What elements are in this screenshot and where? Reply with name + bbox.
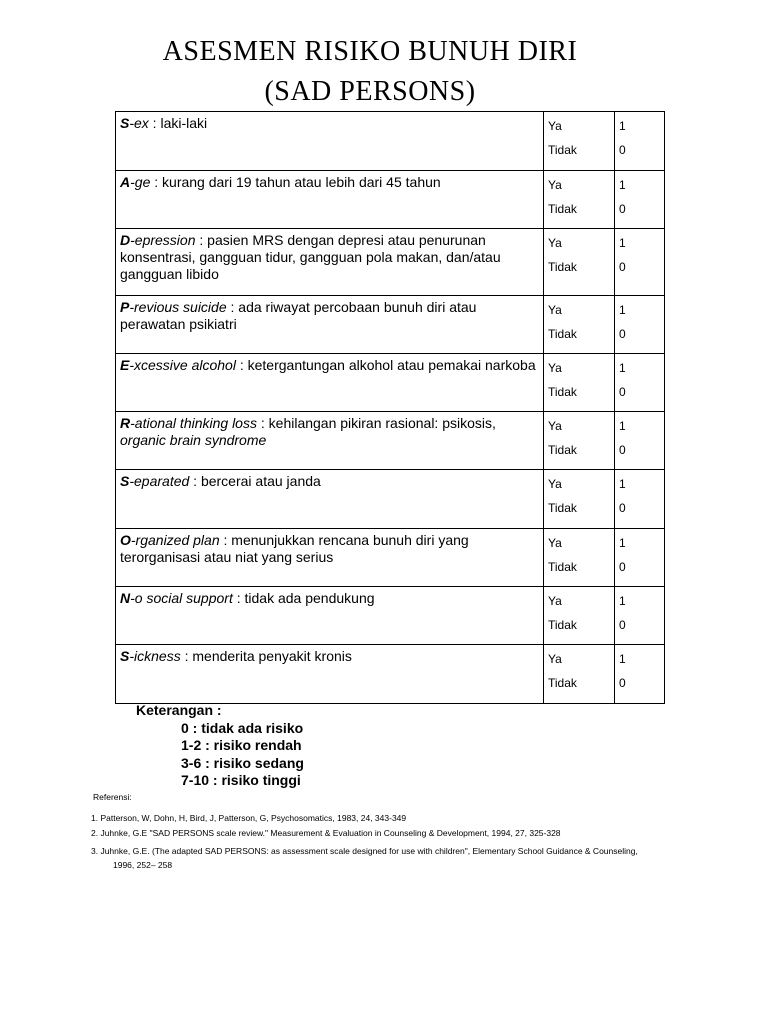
score-values xyxy=(615,112,665,171)
option-yes[interactable]: Ya xyxy=(548,361,562,375)
criteria-letter: S xyxy=(120,115,130,131)
criteria-term: -rganized plan xyxy=(130,532,220,548)
option-no[interactable]: Tidak xyxy=(548,618,577,632)
criteria-text xyxy=(116,112,544,171)
criteria-letter: A xyxy=(120,174,131,190)
criteria-description: : ada riwayat percobaan bunuh diri atau perawatan psikiatri xyxy=(120,299,477,332)
score-yes: 1 xyxy=(619,419,626,433)
option-no[interactable]: Tidak xyxy=(548,202,577,216)
criteria-letter: N xyxy=(120,590,131,606)
criteria-description: : ketergantungan alkohol atau pemakai narkoba xyxy=(235,357,536,373)
option-no[interactable]: Tidak xyxy=(548,327,577,341)
criteria-term: -eparated xyxy=(129,473,190,489)
option-no[interactable]: Tidak xyxy=(548,560,577,574)
criteria-description: : bercerai atau janda xyxy=(189,473,321,489)
score-yes: 1 xyxy=(619,236,626,250)
score-yes: 1 xyxy=(619,361,626,375)
legend-heading: Keterangan : xyxy=(136,702,222,718)
score-no: 0 xyxy=(619,385,626,399)
criteria-row xyxy=(116,354,665,412)
criteria-term: -ational thinking loss xyxy=(130,415,257,431)
answer-options xyxy=(544,645,615,704)
score-values xyxy=(615,296,665,354)
option-no[interactable]: Tidak xyxy=(548,501,577,515)
criteria-text xyxy=(116,470,544,529)
score-no: 0 xyxy=(619,676,626,690)
score-values xyxy=(615,412,665,470)
criteria-description: : menunjukkan rencana bunuh diri yang terorganisasi atau niat yang serius xyxy=(120,532,469,565)
criteria-text xyxy=(116,529,544,587)
criteria-term: -revious suicide xyxy=(129,299,227,315)
option-no[interactable]: Tidak xyxy=(548,676,577,690)
legend-item: 0 : tidak ada risiko xyxy=(181,719,304,736)
criteria-row xyxy=(116,412,665,470)
criteria-letter: S xyxy=(120,473,130,489)
reference-item: 3. Juhnke, G.E. (The adapted SAD PERSONS: as assessment scale designed for use with children", Elementary School Guidance & Counseling, xyxy=(91,846,638,856)
criteria-term: -ex xyxy=(129,115,149,131)
criteria-row xyxy=(116,587,665,645)
score-values xyxy=(615,645,665,704)
criteria-description: : tidak ada pendukung xyxy=(232,590,375,606)
score-no: 0 xyxy=(619,443,626,457)
references-heading: Referensi: xyxy=(93,792,132,802)
answer-options xyxy=(544,587,615,645)
criteria-description: : pasien MRS dengan depresi atau penurunan konsentrasi, gangguan tidur, gangguan pola makan, dan/atau gangguan libido xyxy=(120,232,501,282)
criteria-letter: P xyxy=(120,299,130,315)
score-yes: 1 xyxy=(619,594,626,608)
criteria-letter: S xyxy=(120,648,130,664)
score-yes: 1 xyxy=(619,477,626,491)
legend-item: 1-2 : risiko rendah xyxy=(181,737,302,753)
option-no[interactable]: Tidak xyxy=(548,143,577,157)
criteria-description-italic: organic brain syndrome xyxy=(120,432,267,448)
score-yes: 1 xyxy=(619,536,626,550)
page-subtitle: (SAD PERSONS) xyxy=(264,76,476,107)
criteria-row xyxy=(116,645,665,704)
score-values xyxy=(615,354,665,412)
option-yes[interactable]: Ya xyxy=(548,536,562,550)
answer-options xyxy=(544,529,615,587)
criteria-row xyxy=(116,296,665,354)
criteria-term: -ge xyxy=(130,174,151,190)
criteria-term: -epression xyxy=(130,232,196,248)
score-yes: 1 xyxy=(619,303,626,317)
criteria-description: : kurang dari 19 tahun atau lebih dari 45 tahun xyxy=(150,174,441,190)
criteria-description: : menderita penyakit kronis xyxy=(180,648,352,664)
criteria-letter: D xyxy=(120,232,131,248)
criteria-text xyxy=(116,354,544,412)
answer-options xyxy=(544,171,615,229)
legend-item: 3-6 : risiko sedang xyxy=(181,754,304,771)
criteria-text xyxy=(116,645,544,704)
answer-options xyxy=(544,229,615,296)
score-yes: 1 xyxy=(619,119,626,133)
criteria-term: -ickness xyxy=(129,648,181,664)
option-yes[interactable]: Ya xyxy=(548,236,562,250)
answer-options xyxy=(544,112,615,171)
score-no: 0 xyxy=(619,202,626,216)
criteria-row xyxy=(116,529,665,587)
criteria-letter: O xyxy=(120,532,131,548)
option-yes[interactable]: Ya xyxy=(548,652,562,666)
score-values xyxy=(615,171,665,229)
criteria-text xyxy=(116,412,544,470)
criteria-term: -xcessive alcohol xyxy=(129,357,236,373)
score-yes: 1 xyxy=(619,652,626,666)
option-yes[interactable]: Ya xyxy=(548,594,562,608)
option-yes[interactable]: Ya xyxy=(548,178,562,192)
answer-options xyxy=(544,470,615,529)
option-no[interactable]: Tidak xyxy=(548,385,577,399)
criteria-text xyxy=(116,171,544,229)
criteria-letter: E xyxy=(120,357,130,373)
reference-item: 1996, 252– 258 xyxy=(113,860,173,870)
score-no: 0 xyxy=(619,260,626,274)
score-values xyxy=(615,470,665,529)
option-yes[interactable]: Ya xyxy=(548,419,562,433)
score-no: 0 xyxy=(619,618,626,632)
option-no[interactable]: Tidak xyxy=(548,443,577,457)
reference-item: 2. Juhnke, G.E "SAD PERSONS scale review." Measurement & Evaluation in Counseling & Development, 1994, 27, 325-328 xyxy=(91,828,561,838)
page-title: ASESMEN RISIKO BUNUH DIRI xyxy=(162,36,578,67)
legend-item: 7-10 : risiko tinggi xyxy=(181,772,301,788)
criteria-row xyxy=(116,229,665,296)
criteria-description: : laki-laki xyxy=(148,115,208,131)
legend xyxy=(136,702,304,790)
criteria-term: -o social support xyxy=(130,590,233,606)
sad-persons-table xyxy=(115,111,665,704)
criteria-row xyxy=(116,470,665,529)
criteria-text xyxy=(116,296,544,354)
score-no: 0 xyxy=(619,327,626,341)
answer-options xyxy=(544,412,615,470)
score-values xyxy=(615,587,665,645)
criteria-row xyxy=(116,112,665,171)
score-no: 0 xyxy=(619,501,626,515)
criteria-row xyxy=(116,171,665,229)
option-yes[interactable]: Ya xyxy=(548,477,562,491)
score-no: 0 xyxy=(619,143,626,157)
answer-options xyxy=(544,296,615,354)
score-no: 0 xyxy=(619,560,626,574)
reference-item: 1. Patterson, W, Dohn, H, Bird, J, Patterson, G, Psychosomatics, 1983, 24, 343-349 xyxy=(91,813,407,823)
option-yes[interactable]: Ya xyxy=(548,119,562,133)
criteria-description: : kehilangan pikiran rasional: psikosis, xyxy=(256,415,496,431)
answer-options xyxy=(544,354,615,412)
score-values xyxy=(615,229,665,296)
score-yes: 1 xyxy=(619,178,626,192)
option-no[interactable]: Tidak xyxy=(548,260,577,274)
criteria-text xyxy=(116,229,544,296)
option-yes[interactable]: Ya xyxy=(548,303,562,317)
score-values xyxy=(615,529,665,587)
criteria-text xyxy=(116,587,544,645)
criteria-letter: R xyxy=(120,415,131,431)
